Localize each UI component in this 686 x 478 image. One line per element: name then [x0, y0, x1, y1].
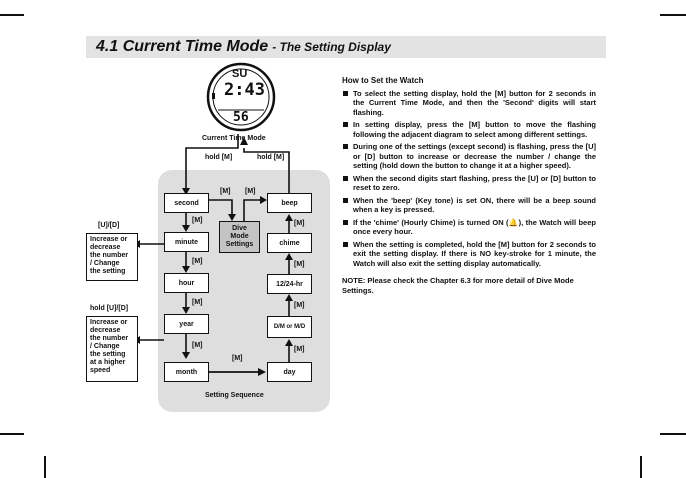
setting-day: day — [267, 362, 312, 382]
side-label-ud: [U]/[D] — [98, 222, 120, 229]
side2-line-5: the setting — [90, 351, 126, 358]
instruction-item: If the 'chime' (Hourly Chime) is turned ON (🔔), the Watch will beep once every hour. — [342, 218, 596, 237]
setting-date-format: D/M or M/D — [267, 316, 312, 338]
m-label-1: [M] — [192, 217, 203, 224]
hold-m-right-label: hold [M] — [257, 154, 285, 161]
sequence-caption: Setting Sequence — [205, 392, 264, 399]
m-label-9: [M] — [294, 220, 305, 227]
instructions-heading: How to Set the Watch — [342, 76, 424, 85]
m-label-7: [M] — [294, 302, 305, 309]
m-label-dive-left: [M] — [220, 188, 231, 195]
m-label-5: [M] — [232, 355, 243, 362]
dive-line-2: Mode — [230, 233, 249, 240]
dive-line-3: Settings — [225, 241, 254, 248]
instructions — [342, 76, 596, 295]
setting-year: year — [164, 314, 209, 334]
setting-second: second — [164, 193, 209, 213]
side2-line-7: speed — [90, 367, 111, 374]
side1-line-1: Increase or — [90, 236, 128, 243]
title-subtitle: - The Setting Display — [272, 40, 391, 54]
watch-seconds: 56 — [233, 110, 249, 125]
side2-line-6: at a higher — [90, 359, 126, 366]
instruction-item: To select the setting display, hold the [M] button for 2 seconds in the Current Time Mode, and then the 'Second' digits will start flashing. — [342, 89, 596, 118]
instruction-item: When the setting is completed, hold the [M] button for 2 seconds to exit the setting display. If there is NO key-stroke for 1 minute, the Watch will also exit the setting display automatically. — [342, 240, 596, 269]
note — [342, 276, 596, 295]
hold-m-left-label: hold [M] — [205, 154, 233, 161]
instruction-item: In setting display, press the [M] button to move the flashing following the adjacent diagram to select among different settings. — [342, 120, 596, 139]
side1-line-4: / Change — [90, 260, 120, 267]
m-label-3: [M] — [192, 299, 203, 306]
side2-line-4: / Change — [90, 343, 120, 350]
side1-line-3: the number — [90, 252, 129, 259]
side2-line-2: decrease — [90, 327, 121, 334]
m-label-2: [M] — [192, 258, 203, 265]
title-main: 4.1 Current Time Mode — [96, 38, 269, 55]
setting-month: month — [164, 362, 209, 382]
setting-hour: hour — [164, 273, 209, 293]
side1-line-2: decrease — [90, 244, 121, 251]
m-label-4: [M] — [192, 342, 203, 349]
note-label: NOTE: — [342, 276, 366, 285]
instruction-item: When the 'beep' (Key tone) is set ON, there will be a beep sound when a key is pressed. — [342, 196, 596, 215]
watch-caption: Current Time Mode — [202, 135, 266, 142]
side-label-hold-ud: hold [U]/[D] — [90, 305, 129, 312]
dive-mode-settings-box — [219, 221, 260, 253]
side2-line-3: the number — [90, 335, 129, 342]
side2-line-1: Increase or — [90, 319, 128, 326]
instruction-item: When the second digits start flashing, press the [U] or [D] button to reset to zero. — [342, 174, 596, 193]
m-label-6: [M] — [294, 346, 305, 353]
note-text: Please check the Chapter 6.3 for more detail of Dive Mode Settings. — [342, 276, 574, 295]
side1-line-5: the setting — [90, 268, 126, 275]
setting-chime: chime — [267, 233, 312, 253]
setting-12-24-hr: 12/24-hr — [267, 274, 312, 294]
instruction-item: During one of the settings (except second) is flashing, press the [U] or [D] button to increase or decrease the number / change the setting (hold down the button to change it at a higher speed). — [342, 142, 596, 171]
dive-line-1: Dive — [232, 225, 247, 232]
watch-time: 2:43 — [224, 80, 265, 100]
setting-beep: beep — [267, 193, 312, 213]
m-label-8: [M] — [294, 261, 305, 268]
instructions-list — [342, 89, 596, 269]
setting-minute: minute — [164, 232, 209, 252]
watch-day: SU — [232, 68, 248, 80]
side-box-increase — [86, 233, 138, 281]
side-box-increase-fast — [86, 316, 138, 382]
m-label-dive-right: [M] — [245, 188, 256, 195]
